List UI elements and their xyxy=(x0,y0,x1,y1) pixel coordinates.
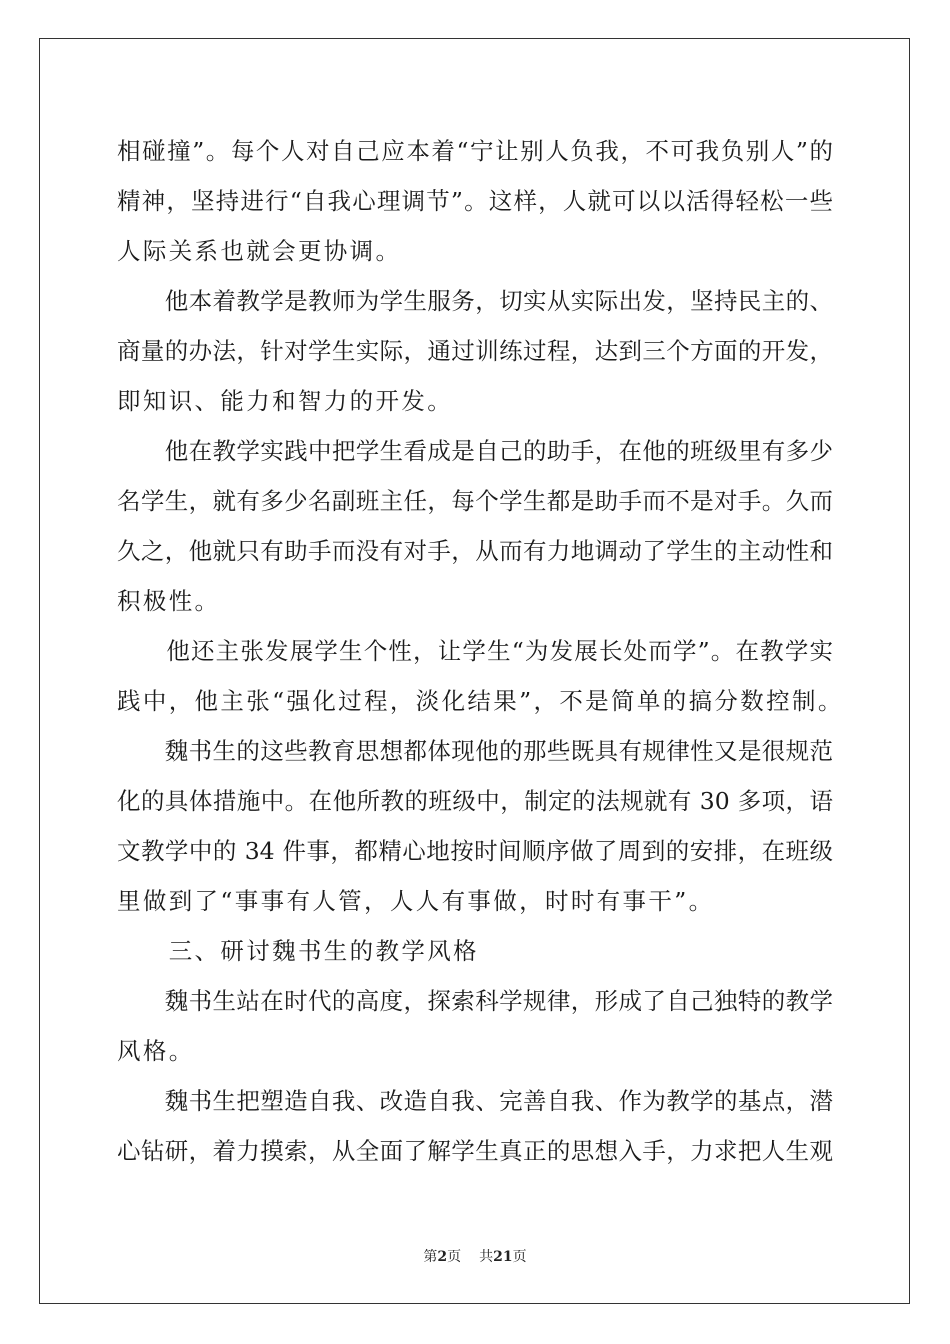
text-line: 商量的办法，针对学生实际，通过训练过程，达到三个方面的开发， xyxy=(117,337,833,365)
text-line: 精神，坚持进行“自我心理调节”。这样，人就可以以活得轻松一些 xyxy=(117,187,833,215)
page-footer xyxy=(0,1246,950,1266)
text-line: 人际关系也就会更协调。 xyxy=(117,237,402,265)
text-line: 里做到了“事事有人管，人人有事做，时时有事干”。 xyxy=(117,887,715,915)
page-prefix: 第 xyxy=(423,1249,438,1265)
text-line: 即知识、能力和智力的开发。 xyxy=(117,387,454,415)
text-line: 心钻研，着力摸索，从全面了解学生真正的思想入手，力求把人生观 xyxy=(117,1137,833,1165)
text-line: 相碰撞”。每个人对自己应本着“宁让别人负我，不可我负别人”的 xyxy=(117,137,833,165)
total-prefix: 共 xyxy=(479,1249,494,1265)
text-line: 名学生，就有多少名副班主任，每个学生都是助手而不是对手。久而 xyxy=(117,487,833,515)
text-line: 他还主张发展学生个性，让学生“为发展长处而学”。在教学实 xyxy=(117,637,833,665)
text-line: 久之，他就只有助手而没有对手，从而有力地调动了学生的主动性和 xyxy=(117,537,833,565)
text-line: 魏书生站在时代的高度，探索科学规律，形成了自己独特的教学 xyxy=(117,987,833,1015)
text-line: 文教学中的 34 件事，都精心地按时间顺序做了周到的安排，在班级 xyxy=(117,837,833,865)
text-line: 风格。 xyxy=(117,1037,195,1065)
text-line: 积极性。 xyxy=(117,587,221,615)
total-suffix: 页 xyxy=(512,1249,527,1265)
text-line: 化的具体措施中。在他所教的班级中，制定的法规就有 30 多项，语 xyxy=(117,787,833,815)
section-heading: 三、研讨魏书生的教学风格 xyxy=(117,937,479,965)
text-line: 践中，他主张“强化过程，淡化结果”，不是简单的搞分数控制。 xyxy=(117,687,844,715)
text-line: 他在教学实践中把学生看成是自己的助手，在他的班级里有多少 xyxy=(117,437,833,465)
text-line: 魏书生把塑造自我、改造自我、完善自我、作为教学的基点，潜 xyxy=(117,1087,833,1115)
text-line: 魏书生的这些教育思想都体现他的那些既具有规律性又是很规范 xyxy=(117,737,833,765)
text-line: 他本着教学是教师为学生服务，切实从实际出发，坚持民主的、 xyxy=(117,287,833,315)
document-body xyxy=(117,126,844,1176)
page-number: 2 xyxy=(437,1249,448,1265)
page-suffix: 页 xyxy=(447,1249,462,1265)
total-pages: 21 xyxy=(493,1249,513,1265)
